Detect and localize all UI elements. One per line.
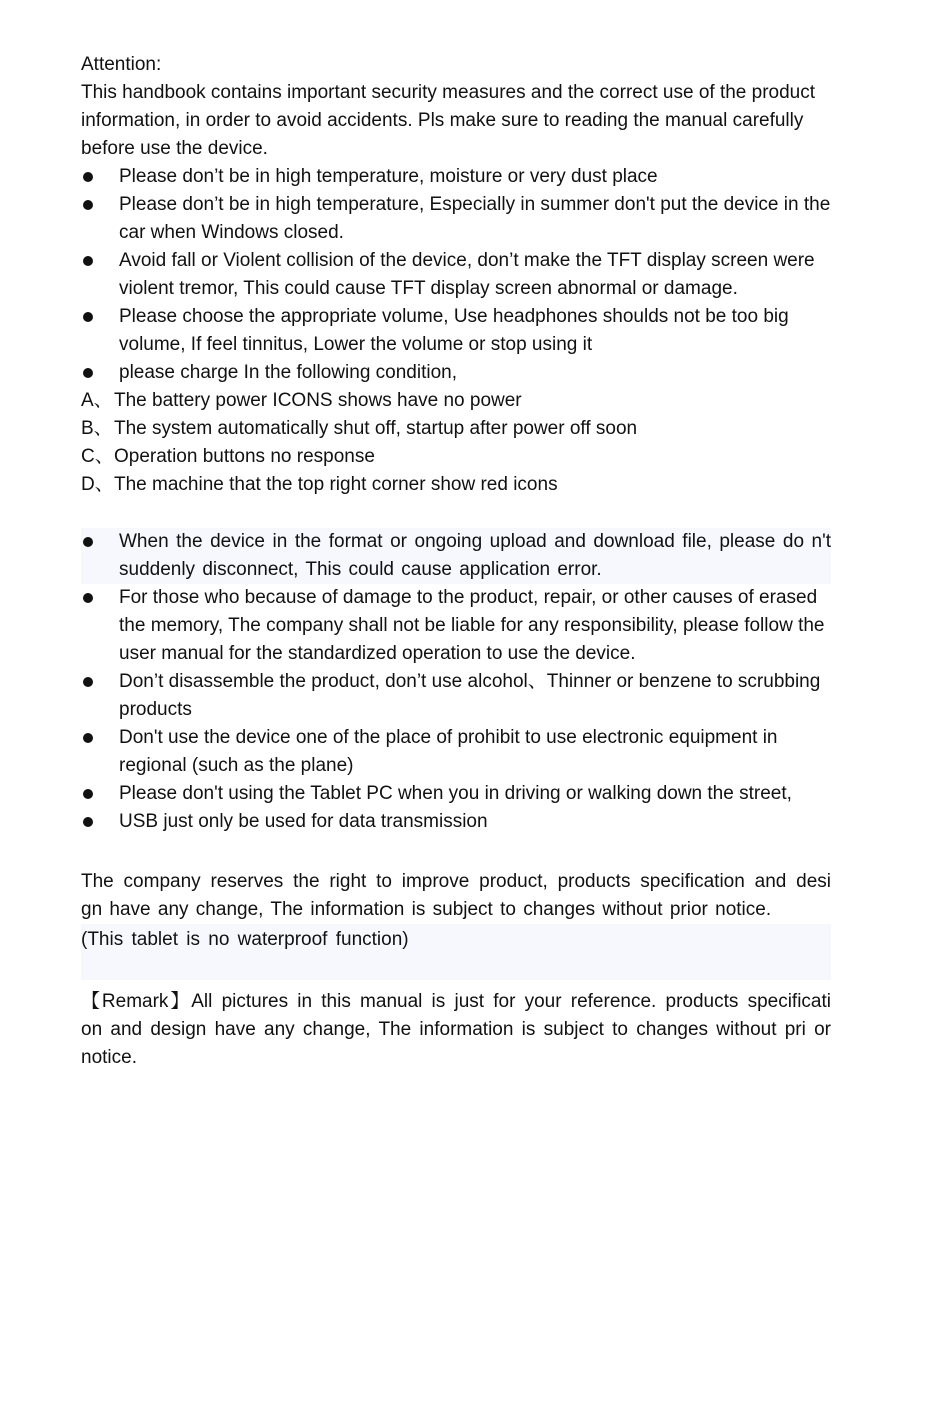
bullet-dot-icon [83,256,93,266]
intro-paragraph: This handbook contains important security measures and the correct use of the product information, in order to avoid accidents. Pls make sure to reading the manual carefully before use the device. [81,82,816,159]
bullet-dot-icon [83,677,93,687]
bullet-dot-icon [83,172,93,182]
bullet-text: For those who because of damage to the product, repair, or other causes of erased the memory, The company shall not be liable for any responsibility, please follow the user manual for the standardized operation to use the device. [119,587,825,664]
manual-page [81,51,831,1072]
bullet-dot-icon [83,789,93,799]
bullet-dot-icon [83,537,93,547]
bullet-item [81,191,831,247]
condition-text: The system automatically shut off, startup after power off soon [114,418,638,439]
condition-marker: C、 [81,446,114,467]
bullet-text: Don't use the device one of the place of prohibit to use electronic equipment in regional (such as the plane) [119,727,778,776]
bullet-item [81,668,831,724]
attention-heading: Attention: [81,54,162,75]
condition-text: Operation buttons no response [114,446,375,467]
waterproof-note: (This tablet is no waterproof function) [81,929,409,950]
bullet-item [81,528,831,584]
condition-text: The machine that the top right corner show red icons [114,474,558,495]
bullet-item [81,303,831,359]
bullet-text: Please don't using the Tablet PC when you in driving or walking down the street, [119,783,792,804]
condition-item [81,415,831,443]
bullet-text: When the device in the format or ongoing upload and download file, please do n't suddenly disconnect, This could cause application error. [119,531,831,580]
bullet-text: Please choose the appropriate volume, Use headphones shoulds not be too big volume, If feel tinnitus, Lower the volume or stop using it [119,306,789,355]
waterproof-note-box [81,924,831,980]
bullet-text: Please don’t be in high temperature, Especially in summer don't put the device in the car when Windows closed. [119,194,831,243]
bullet-item [81,163,831,191]
bullet-item [81,724,831,780]
condition-item [81,471,831,499]
bullet-text: Don’t disassemble the product, don’t use alcohol、Thinner or benzene to scrubbing products [119,671,821,720]
bullet-dot-icon [83,368,93,378]
bullet-item [81,780,831,808]
bullet-text: please charge In the following condition, [119,362,458,383]
bullet-dot-icon [83,200,93,210]
bullet-item [81,359,831,387]
bullet-dot-icon [83,312,93,322]
remark-paragraph: 【Remark】All pictures in this manual is just for your reference. products specificati on and design have any change, The information is subject to changes without pri or notice. [81,991,831,1068]
bullet-dot-icon [83,733,93,743]
bullet-text: Please don’t be in high temperature, moisture or very dust place [119,166,658,187]
condition-item [81,443,831,471]
bullet-text: USB just only be used for data transmission [119,811,488,832]
condition-marker: A、 [81,390,113,411]
bullet-item [81,808,831,836]
condition-marker: B、 [81,418,113,439]
bullet-dot-icon [83,817,93,827]
bullet-item [81,584,831,668]
bullet-dot-icon [83,593,93,603]
condition-text: The battery power ICONS shows have no power [114,390,522,411]
condition-item [81,387,831,415]
bullet-text: Avoid fall or Violent collision of the device, don’t make the TFT display screen were violent tremor, This could cause TFT display screen abnormal or damage. [119,250,815,299]
company-notice: The company reserves the right to improve product, products specification and desi gn have any change, The information is subject to changes without prior notice. [81,871,831,920]
condition-marker: D、 [81,474,114,495]
bullet-item [81,247,831,303]
